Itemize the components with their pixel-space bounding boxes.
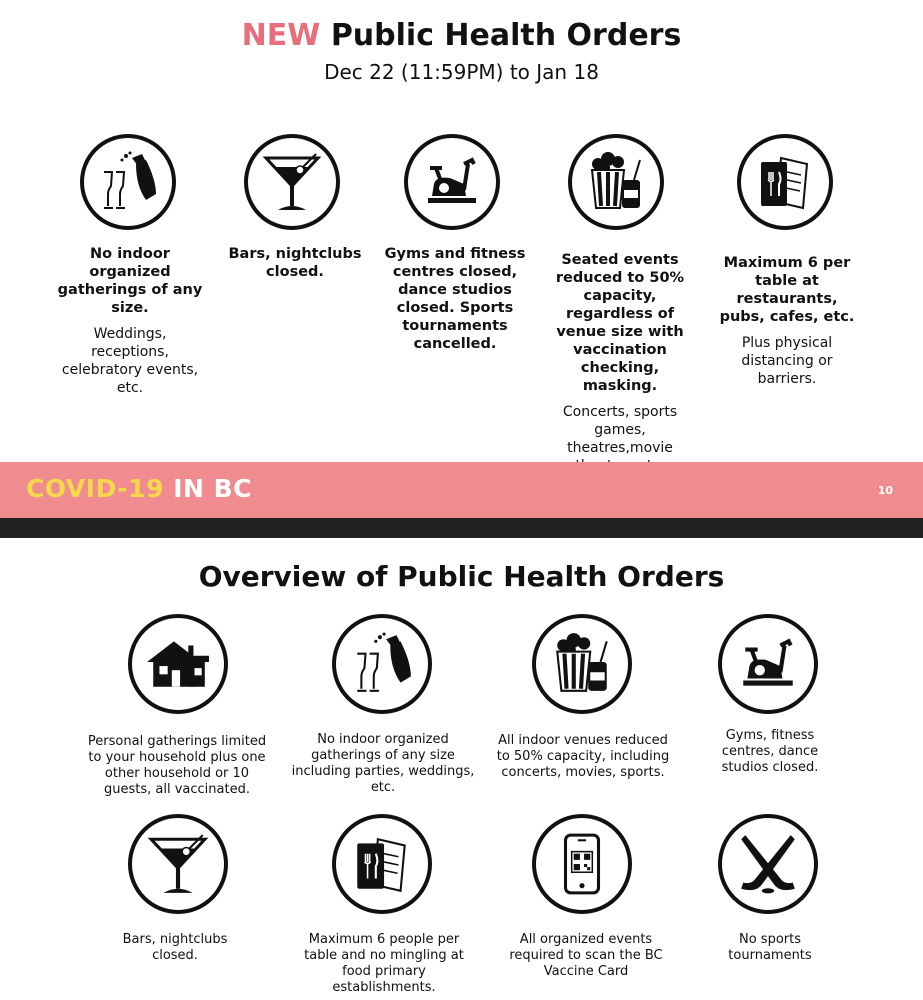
order-column — [380, 245, 530, 353]
popcorn-icon — [568, 134, 664, 230]
popcorn-icon — [532, 614, 632, 714]
title-new-word: NEW — [241, 18, 321, 53]
order-headline: Bars, nightclubs closed. — [228, 246, 362, 280]
slide1-subtitle: Dec 22 (11:59PM) to Jan 18 — [324, 60, 599, 84]
page-number: 10 — [877, 484, 893, 497]
order-note: Concerts, sports games, theatres,movie — [562, 404, 678, 456]
overview-text: Maximum 6 people per table and no mingling at food primary establishments. — [304, 932, 464, 995]
house-icon — [128, 614, 228, 714]
menu-icon — [332, 814, 432, 914]
order-column — [545, 251, 695, 475]
slide2-title: Overview of Public Health Orders — [198, 560, 725, 593]
overview-text: No indoor organized gatherings of any size including parties, weddings, etc. — [291, 732, 475, 795]
covid-band — [0, 462, 923, 518]
hockey-sticks-icon — [718, 814, 818, 914]
overview-text: All organized events required to scan the BC Vaccine Card — [509, 932, 663, 979]
order-headline: Seated events reduced to 50% capacity, regardless of venue size with vaccination checking, masking. — [555, 252, 685, 394]
band-covid: COVID-19 — [26, 474, 164, 503]
menu-icon — [737, 134, 833, 230]
order-headline: No indoor organized gatherings of any size. — [57, 246, 203, 316]
martini-icon — [244, 134, 340, 230]
martini-icon — [128, 814, 228, 914]
order-column — [220, 245, 370, 281]
overview-text: No sports tournaments — [728, 932, 812, 963]
champagne-icon — [80, 134, 176, 230]
order-column — [55, 245, 205, 397]
title-rest: Public Health Orders — [330, 18, 682, 53]
phone-qr-icon — [532, 814, 632, 914]
slide-divider — [0, 518, 923, 538]
exercise-bike-icon — [718, 614, 818, 714]
overview-text: All indoor venues reduced to 50% capacity, including concerts, movies, sports. — [496, 733, 670, 780]
order-note: Weddings, receptions, celebratory events, etc. — [61, 326, 199, 396]
order-headline: Maximum 6 per table at restaurants, pubs, cafes, etc. — [719, 255, 855, 325]
order-headline: Gyms and fitness centres closed, dance studios closed. Sports tournaments cancelled. — [384, 246, 526, 352]
exercise-bike-icon — [404, 134, 500, 230]
band-label — [26, 474, 252, 503]
band-in-bc: IN BC — [173, 474, 253, 503]
order-column — [712, 254, 862, 388]
champagne-icon — [332, 614, 432, 714]
order-note: Plus physical distancing or barriers. — [741, 335, 833, 387]
overview-text: Personal gatherings limited to your household plus one other household or 10 guests, all vaccinated. — [87, 734, 267, 797]
slide1-title — [0, 18, 923, 53]
overview-text: Bars, nightclubs closed. — [122, 932, 228, 963]
overview-text: Gyms, fitness centres, dance studios closed. — [721, 728, 819, 775]
